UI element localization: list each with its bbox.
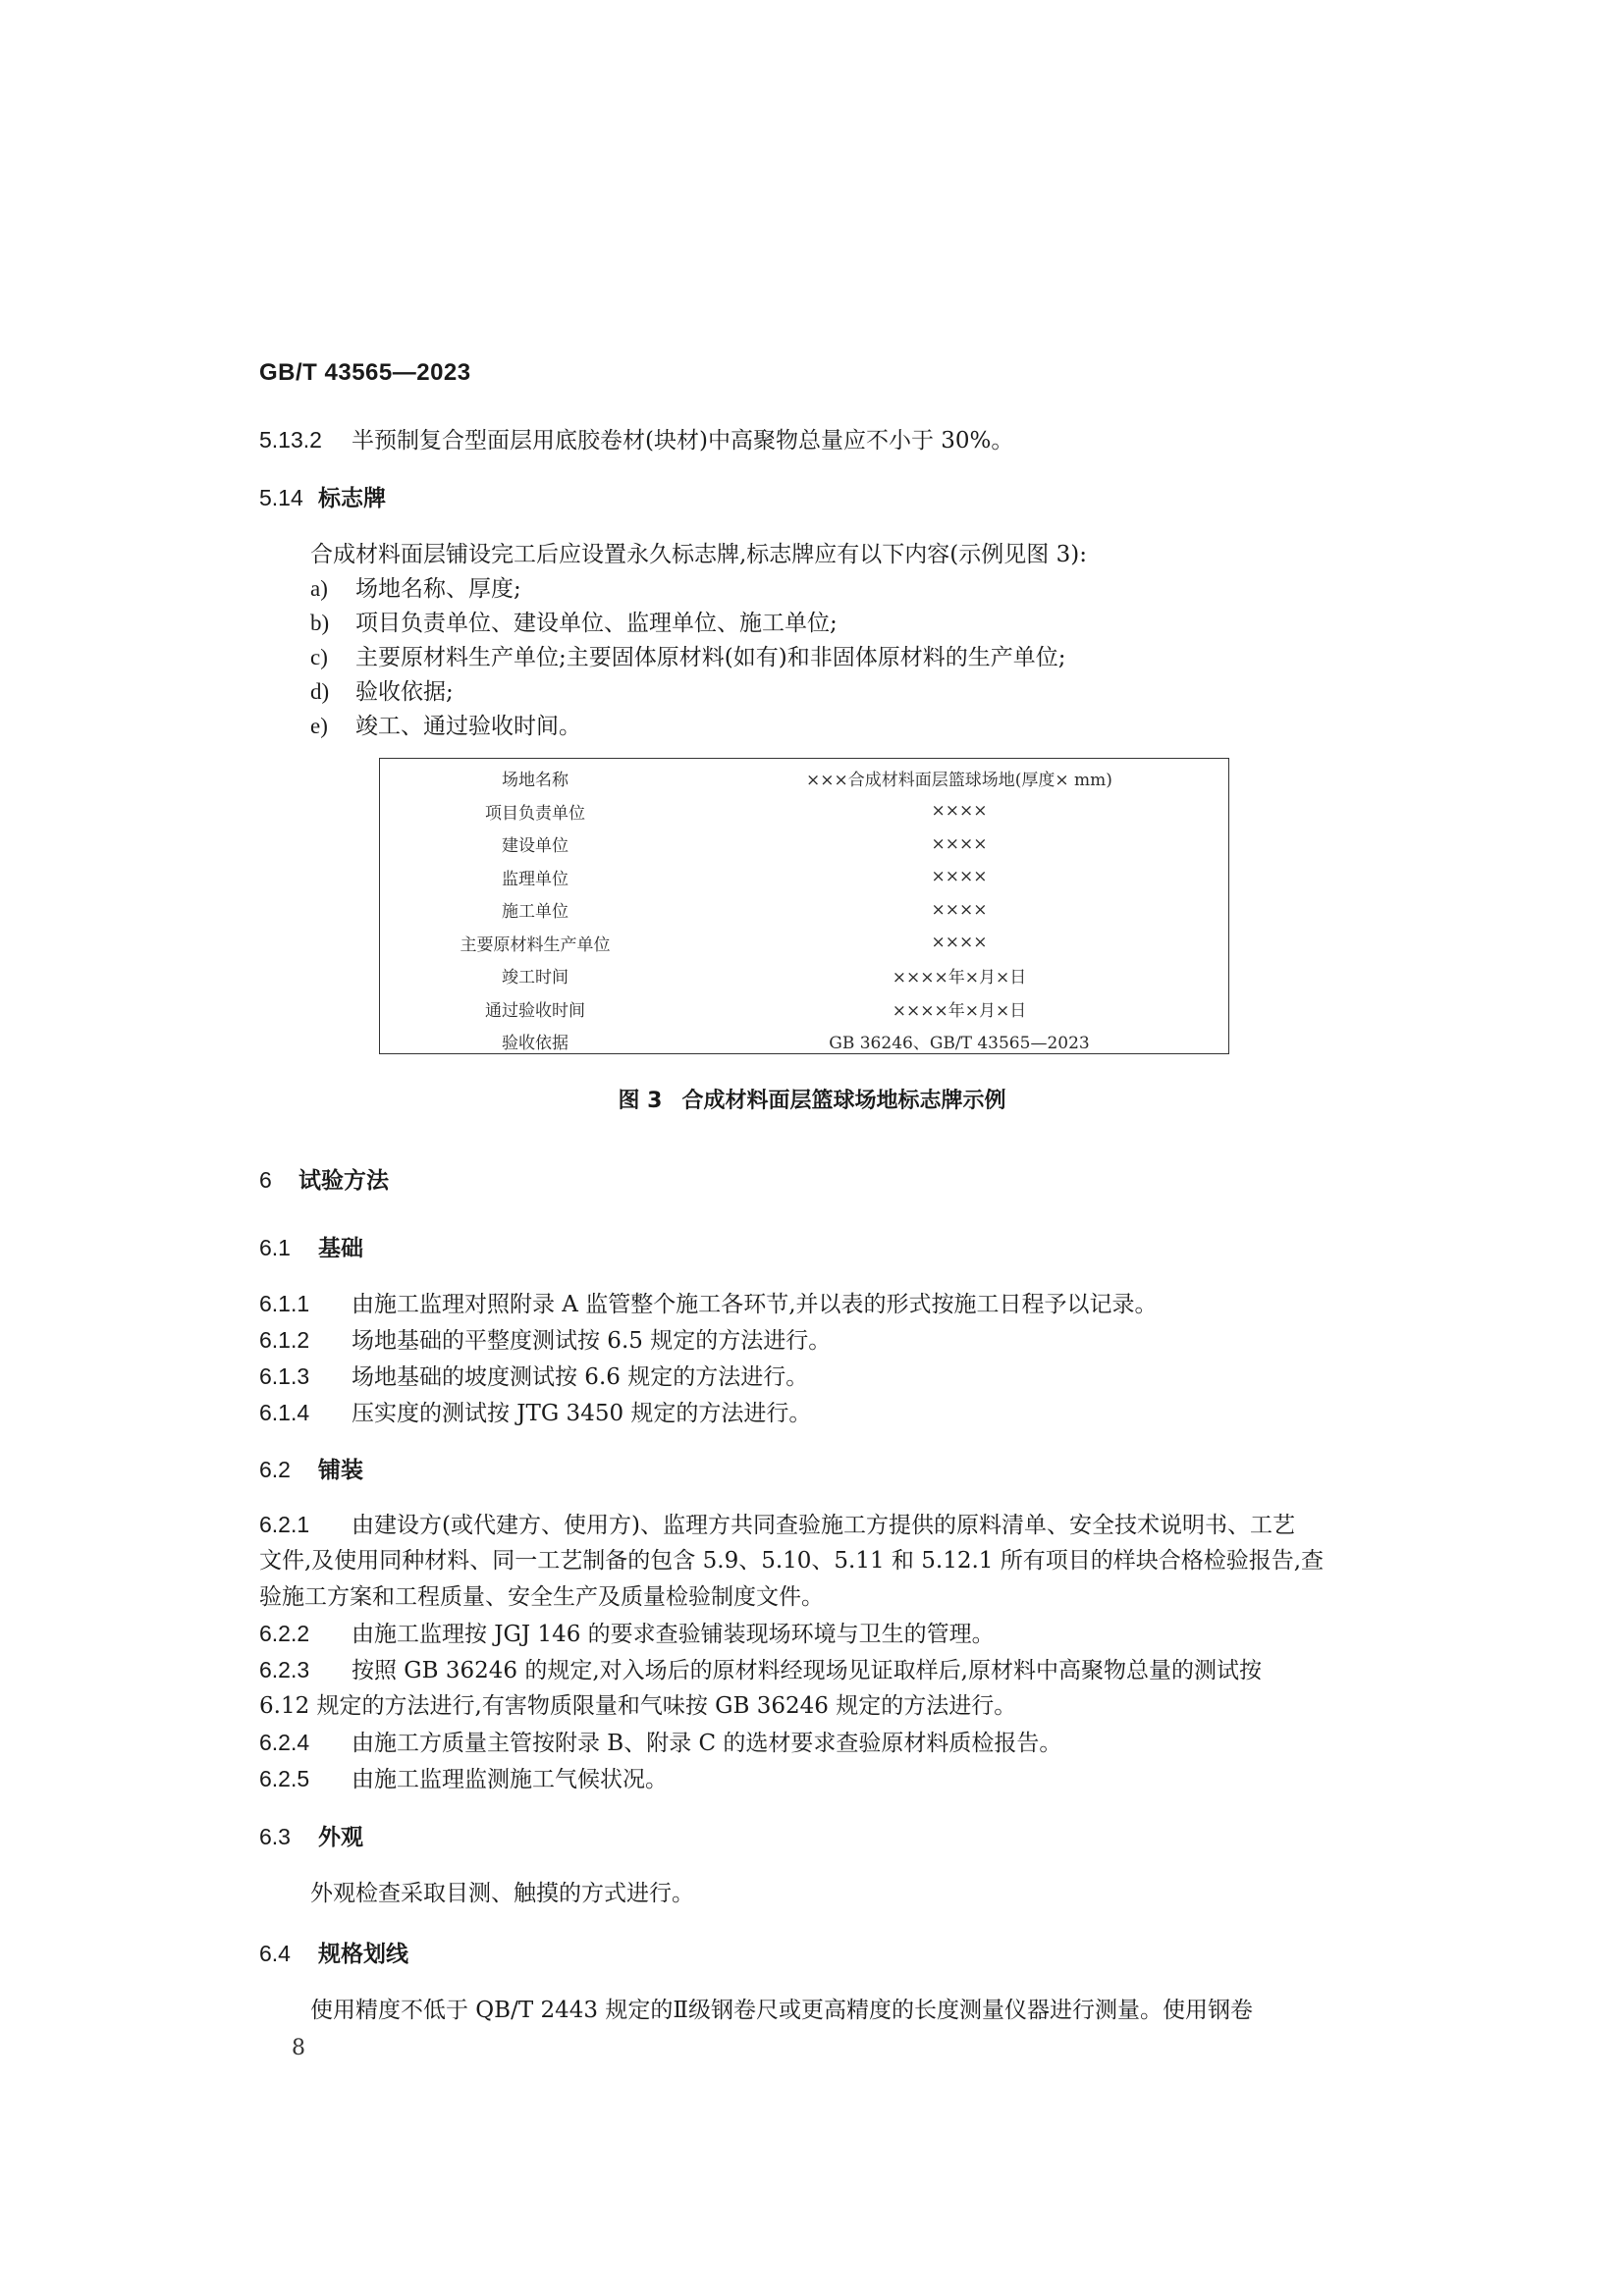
- figure-caption: [0, 1084, 1624, 1114]
- heading-number: 5.14: [259, 485, 303, 510]
- row-key: 验收依据: [502, 1034, 568, 1054]
- list-text: 项目负责单位、建设单位、监理单位、施工单位;: [355, 611, 838, 636]
- figure-title: 合成材料面层篮球场地标志牌示例: [681, 1089, 1006, 1113]
- list-item: [310, 712, 581, 741]
- clause-continuation: 6.12 规定的方法进行,有害物质限量和气味按 GB 36246 规定的方法进行。: [259, 1693, 1017, 1719]
- clause-text: 由建设方(或代建方、使用方)、监理方共同查验施工方提供的原料清单、安全技术说明书、工艺: [352, 1513, 1295, 1538]
- row-value: ××××年×月×日: [892, 1000, 1027, 1021]
- clause-text: 场地基础的坡度测试按 6.6 规定的方法进行。: [352, 1364, 809, 1390]
- heading-6: [259, 1165, 389, 1196]
- clause-text: 由施工方质量主管按附录 B、附录 C 的选材要求查验原材料质检报告。: [352, 1731, 1062, 1756]
- heading-6-1: [259, 1233, 363, 1263]
- clause-number: 6.1.2: [259, 1327, 310, 1353]
- paragraph: 合成材料面层铺设完工后应设置永久标志牌,标志牌应有以下内容(示例见图 3):: [310, 542, 1087, 567]
- clause-6-2-3: [259, 1655, 1262, 1685]
- row-value: ××××年×月×日: [892, 968, 1027, 988]
- list-text: 场地名称、厚度;: [355, 576, 521, 602]
- table-row: [380, 762, 1228, 795]
- clause-text: 压实度的测试按 JTG 3450 规定的方法进行。: [352, 1401, 812, 1426]
- list-text: 主要原材料生产单位;主要固体原材料(如有)和非固体原材料的生产单位;: [355, 645, 1066, 670]
- clause-number: 6.1.1: [259, 1291, 310, 1316]
- table-row: [380, 861, 1228, 894]
- table-row: [380, 828, 1228, 861]
- heading-text: 外观: [318, 1825, 363, 1850]
- list-label: c): [310, 645, 328, 669]
- table-row: [380, 893, 1228, 927]
- list-label: a): [310, 576, 328, 601]
- list-label: d): [310, 679, 330, 704]
- list-item: [310, 609, 838, 638]
- list-item: [310, 677, 454, 707]
- clause-number: 5.13.2: [259, 427, 322, 453]
- standard-code: GB/T 43565—2023: [259, 359, 471, 386]
- heading-number: 6.3: [259, 1824, 291, 1849]
- row-value: ××××: [931, 833, 988, 854]
- clause-text: 由施工监理按 JGJ 146 的要求查验铺装现场环境与卫生的管理。: [352, 1622, 995, 1647]
- heading-number: 6.1: [259, 1235, 291, 1260]
- clause-6-1-3: [259, 1362, 808, 1392]
- clause-number: 6.1.4: [259, 1400, 310, 1425]
- clause-continuation: 文件,及使用同种材料、同一工艺制备的包含 5.9、5.10、5.11 和 5.12.1 所有项目的样块合格检验报告,查: [259, 1548, 1325, 1574]
- list-text: 验收依据;: [355, 679, 454, 705]
- table-row: [380, 927, 1228, 960]
- clause-number: 6.2.1: [259, 1512, 310, 1537]
- row-key: 竣工时间: [502, 968, 568, 988]
- row-key: 监理单位: [502, 869, 568, 889]
- clause-number: 6.2.5: [259, 1766, 310, 1791]
- row-key: 主要原材料生产单位: [460, 934, 611, 955]
- page-number: 8: [292, 2036, 305, 2060]
- row-value: ××××: [931, 899, 988, 920]
- heading-5-14: [259, 483, 386, 513]
- clause-number: 6.2.2: [259, 1621, 310, 1646]
- heading-text: 标志牌: [318, 486, 386, 511]
- table-row: [380, 992, 1228, 1026]
- list-item: [310, 643, 1065, 672]
- row-value: ××××: [931, 801, 988, 822]
- row-key: 通过验收时间: [485, 1000, 585, 1021]
- heading-6-3: [259, 1822, 363, 1852]
- row-value: ×××合成材料面层篮球场地(厚度× mm): [806, 771, 1112, 791]
- table-row: [380, 959, 1228, 992]
- clause-number: 6.1.3: [259, 1363, 310, 1389]
- heading-number: 6.4: [259, 1941, 291, 1966]
- list-label: e): [310, 714, 328, 738]
- list-label: b): [310, 611, 330, 635]
- table-row: [380, 1025, 1228, 1058]
- heading-text: 基础: [318, 1236, 363, 1261]
- paragraph: 使用精度不低于 QB/T 2443 规定的Ⅱ级钢卷尺或更高精度的长度测量仪器进行测量。使用钢卷: [310, 1998, 1253, 2023]
- clause-6-2-4: [259, 1728, 1061, 1758]
- clause-6-2-5: [259, 1764, 668, 1794]
- list-item: [310, 574, 521, 604]
- heading-text: 铺装: [318, 1458, 363, 1483]
- clause-6-2-2: [259, 1619, 995, 1649]
- row-value: ××××: [931, 867, 988, 887]
- heading-number: 6.2: [259, 1457, 291, 1482]
- clause-text: 场地基础的平整度测试按 6.5 规定的方法进行。: [352, 1328, 832, 1354]
- heading-number: 6: [259, 1167, 272, 1193]
- row-value: ××××: [931, 933, 988, 953]
- table-row: [380, 795, 1228, 828]
- clause-text: 半预制复合型面层用底胶卷材(块材)中高聚物总量应不小于 30%。: [352, 428, 1014, 454]
- paragraph: 外观检查采取目测、触摸的方式进行。: [310, 1881, 694, 1906]
- clause-text: 由施工监理对照附录 A 监管整个施工各环节,并以表的形式按施工日程予以记录。: [352, 1292, 1158, 1317]
- row-key: 施工单位: [502, 902, 568, 923]
- figure-label: 图 3: [618, 1089, 663, 1113]
- list-text: 竣工、通过验收时间。: [355, 714, 581, 739]
- clause-6-1-2: [259, 1325, 831, 1356]
- row-key: 建设单位: [502, 836, 568, 857]
- clause-6-1-1: [259, 1289, 1158, 1319]
- clause-5-13-2: [259, 425, 1013, 455]
- heading-text: 试验方法: [298, 1168, 389, 1194]
- clause-6-1-4: [259, 1398, 811, 1428]
- clause-number: 6.2.3: [259, 1657, 310, 1682]
- clause-text: 按照 GB 36246 的规定,对入场后的原材料经现场见证取样后,原材料中高聚物总量的测试按: [352, 1658, 1262, 1683]
- heading-6-4: [259, 1939, 408, 1969]
- clause-number: 6.2.4: [259, 1730, 310, 1755]
- heading-text: 规格划线: [318, 1942, 408, 1967]
- clause-continuation: 验施工方案和工程质量、安全生产及质量检验制度文件。: [259, 1584, 824, 1610]
- clause-text: 由施工监理监测施工气候状况。: [352, 1767, 668, 1792]
- heading-6-2: [259, 1455, 363, 1485]
- row-key: 项目负责单位: [485, 803, 585, 824]
- sign-board-table: [380, 762, 1228, 1058]
- row-value: GB 36246、GB/T 43565—2023: [829, 1034, 1090, 1054]
- row-key: 场地名称: [502, 771, 568, 791]
- clause-6-2-1: [259, 1510, 1295, 1540]
- sign-board-figure: [379, 758, 1229, 1054]
